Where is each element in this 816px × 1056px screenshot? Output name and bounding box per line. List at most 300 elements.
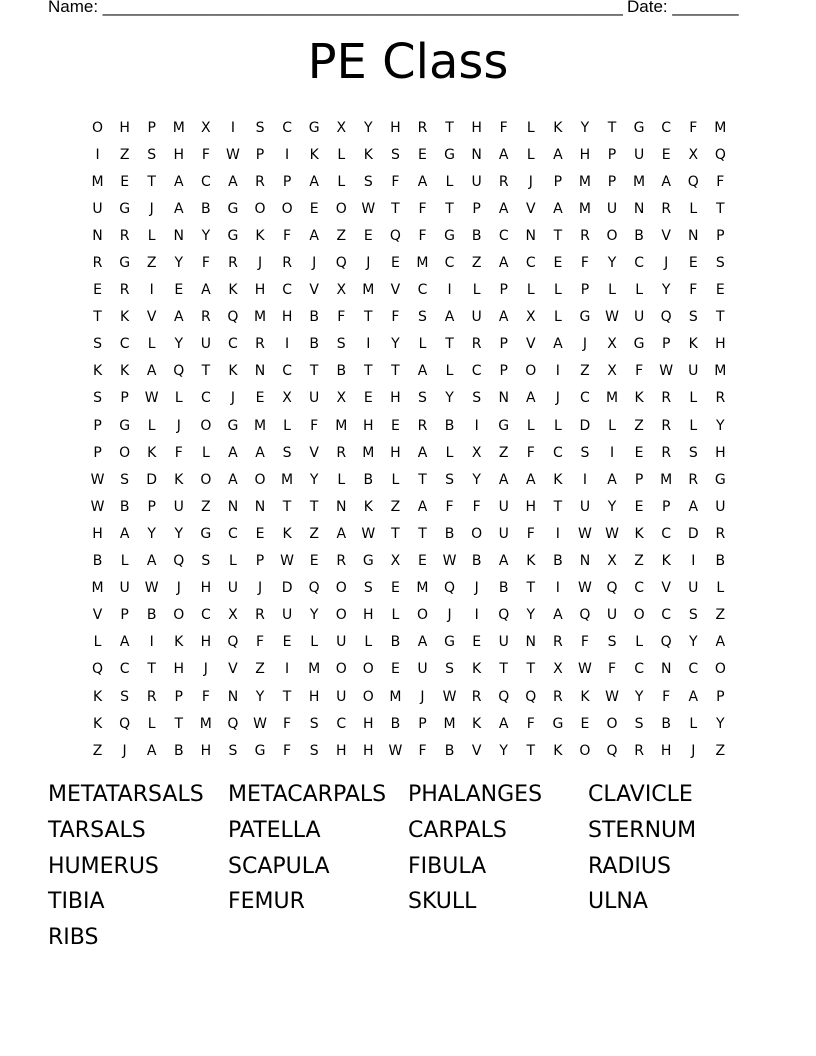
grid-letter: A	[228, 173, 238, 190]
grid-letter: T	[499, 661, 508, 678]
grid-letter: P	[553, 173, 563, 190]
grid-letter: L	[147, 227, 156, 244]
grid-letter: J	[312, 255, 317, 272]
grid-letter: E	[634, 498, 644, 515]
grid-letter: P	[147, 498, 156, 515]
grid-row	[84, 141, 734, 168]
grid-letter: U	[309, 390, 320, 407]
grid-letter: Z	[498, 444, 509, 461]
grid-letter: E	[580, 715, 590, 732]
grid-letter: T	[445, 200, 454, 217]
grid-letter: Z	[92, 742, 103, 759]
grid-letter: Y	[472, 471, 481, 488]
grid-letter: W	[226, 146, 240, 163]
grid-letter: F	[418, 742, 427, 759]
grid-letter: N	[92, 227, 103, 244]
word-list-item: ULNA	[588, 889, 648, 915]
grid-letter: K	[255, 227, 265, 244]
grid-letter: R	[336, 553, 347, 570]
grid-letter: Y	[688, 634, 698, 651]
grid-row	[84, 656, 734, 683]
grid-letter: F	[580, 634, 589, 651]
grid-letter: K	[92, 688, 103, 705]
word-list-item: FIBULA	[408, 853, 487, 879]
grid-letter: T	[364, 309, 373, 326]
date-field[interactable]: Date: _______	[627, 0, 739, 16]
grid-letter: H	[363, 742, 374, 759]
grid-letter: F	[580, 255, 589, 272]
grid-row	[84, 222, 734, 249]
grid-letter: S	[93, 336, 102, 353]
grid-letter: P	[282, 173, 292, 190]
grid-letter: L	[418, 336, 427, 353]
word-list-item: CLAVICLE	[588, 782, 693, 807]
grid-letter: R	[255, 173, 265, 190]
grid-letter: L	[553, 417, 562, 434]
grid-letter: H	[390, 390, 401, 407]
grid-letter: K	[472, 715, 482, 732]
grid-letter: Z	[715, 607, 726, 624]
grid-letter: C	[688, 661, 699, 678]
grid-row	[84, 520, 734, 547]
grid-letter: M	[172, 119, 185, 136]
grid-letter: J	[474, 580, 479, 597]
grid-letter: L	[201, 444, 210, 461]
grid-letter: U	[281, 607, 293, 624]
grid-letter: N	[173, 227, 185, 244]
grid-letter: L	[716, 580, 725, 597]
grid-letter: L	[147, 336, 156, 353]
grid-letter: Q	[227, 715, 239, 732]
grid-letter: V	[526, 336, 536, 353]
grid-letter: X	[336, 282, 347, 299]
grid-letter: H	[119, 119, 130, 136]
grid-letter: E	[174, 282, 184, 299]
word-list-item: CARPALS	[408, 817, 507, 843]
grid-letter: A	[688, 688, 699, 705]
grid-letter: B	[146, 607, 157, 624]
grid-letter: W	[144, 580, 159, 597]
grid-letter: J	[122, 742, 127, 759]
grid-letter: N	[525, 634, 537, 651]
grid-letter: Z	[715, 742, 726, 759]
word-list-item: RIBS	[48, 925, 99, 951]
grid-letter: E	[255, 525, 265, 542]
grid-letter: K	[688, 336, 698, 353]
grid-letter: E	[390, 417, 400, 434]
grid-row	[84, 710, 734, 737]
grid-letter: T	[309, 363, 319, 380]
grid-letter: O	[335, 580, 347, 597]
grid-letter: C	[661, 525, 672, 542]
grid-letter: K	[472, 661, 482, 678]
grid-letter: C	[228, 525, 238, 542]
grid-letter: R	[255, 336, 265, 353]
grid-letter: T	[147, 173, 156, 190]
grid-letter: T	[93, 309, 102, 326]
grid-letter: X	[390, 553, 401, 570]
grid-letter: L	[120, 553, 129, 570]
grid-letter: S	[147, 146, 157, 163]
grid-letter: F	[689, 119, 698, 136]
grid-letter: V	[146, 309, 157, 326]
word-list-item: SKULL	[408, 889, 477, 915]
grid-letter: W	[442, 553, 457, 570]
grid-letter: Q	[498, 688, 510, 705]
grid-letter: Q	[389, 227, 401, 244]
grid-letter: A	[444, 309, 455, 326]
grid-letter: G	[498, 417, 510, 434]
grid-letter: Q	[579, 607, 591, 624]
grid-letter: A	[498, 471, 509, 488]
grid-letter: U	[606, 200, 618, 217]
grid-letter: I	[149, 282, 154, 299]
grid-letter: G	[308, 119, 320, 136]
grid-letter: F	[283, 715, 292, 732]
grid-row	[84, 575, 734, 602]
grid-letter: D	[687, 525, 699, 542]
grid-letter: N	[254, 498, 266, 515]
grid-letter: A	[553, 336, 563, 353]
grid-letter: A	[201, 282, 211, 299]
grid-letter: E	[363, 390, 373, 407]
grid-letter: P	[580, 282, 590, 299]
grid-letter: E	[634, 444, 644, 461]
grid-letter: F	[607, 661, 617, 678]
grid-letter: F	[716, 173, 725, 190]
grid-letter: R	[255, 607, 265, 624]
grid-letter: C	[444, 255, 455, 272]
grid-letter: R	[471, 336, 482, 353]
grid-letter: H	[200, 742, 212, 759]
grid-letter: B	[309, 309, 319, 326]
grid-letter: L	[147, 417, 156, 434]
grid-letter: M	[253, 309, 267, 326]
grid-letter: A	[146, 742, 157, 759]
grid-letter: P	[716, 688, 725, 705]
grid-letter: X	[228, 607, 238, 624]
word-list-item: PATELLA	[228, 817, 321, 843]
word-list-item: SCAPULA	[228, 853, 330, 879]
grid-letter: H	[715, 336, 726, 353]
grid-letter: W	[280, 553, 294, 570]
grid-row	[84, 548, 734, 575]
grid-letter: Q	[444, 580, 456, 597]
grid-letter: H	[715, 444, 726, 461]
grid-letter: O	[281, 200, 293, 217]
grid-letter: P	[607, 173, 617, 190]
grid-letter: U	[417, 661, 428, 678]
grid-letter: N	[498, 390, 509, 407]
grid-letter: I	[555, 363, 560, 380]
grid-letter: C	[552, 444, 563, 461]
grid-letter: U	[688, 580, 699, 597]
grid-letter: G	[552, 715, 564, 732]
grid-letter: U	[606, 607, 618, 624]
grid-letter: H	[173, 146, 185, 163]
grid-letter: H	[390, 444, 401, 461]
grid-letter: F	[310, 417, 319, 434]
grid-letter: J	[555, 390, 560, 407]
grid-letter: O	[200, 417, 212, 434]
grid-letter: T	[364, 363, 373, 380]
grid-letter: U	[119, 580, 130, 597]
grid-letter: H	[525, 498, 537, 515]
grid-letter: C	[282, 282, 292, 299]
grid-letter: N	[227, 498, 239, 515]
word-list-item: HUMERUS	[48, 853, 159, 879]
grid-letter: R	[661, 417, 672, 434]
grid-letter: T	[282, 498, 292, 515]
grid-letter: X	[688, 146, 699, 163]
grid-letter: X	[553, 661, 563, 678]
grid-letter: Y	[580, 119, 590, 136]
grid-letter: M	[362, 282, 375, 299]
grid-letter: E	[715, 282, 725, 299]
grid-letter: C	[634, 661, 644, 678]
grid-letter: A	[526, 471, 536, 488]
grid-letter: M	[578, 200, 591, 217]
grid-letter: Q	[525, 688, 537, 705]
grid-letter: Y	[607, 498, 617, 515]
grid-letter: L	[174, 390, 183, 407]
grid-letter: F	[635, 363, 644, 380]
grid-letter: L	[147, 715, 156, 732]
grid-letter: O	[92, 119, 104, 136]
grid-letter: K	[120, 309, 130, 326]
grid-row	[84, 358, 734, 385]
grid-letter: S	[201, 553, 211, 570]
grid-letter: L	[608, 417, 616, 434]
grid-row	[84, 466, 734, 493]
grid-letter: A	[498, 309, 509, 326]
word-list-item: TARSALS	[48, 817, 146, 843]
grid-letter: F	[526, 444, 535, 461]
grid-letter: P	[255, 553, 265, 570]
grid-letter: K	[228, 282, 238, 299]
grid-letter: U	[336, 688, 347, 705]
grid-letter: E	[255, 390, 265, 407]
grid-letter: Z	[390, 498, 401, 515]
grid-letter: V	[309, 282, 319, 299]
grid-letter: O	[633, 607, 645, 624]
grid-letter: K	[634, 390, 644, 407]
grid-letter: K	[147, 444, 157, 461]
grid-letter: Y	[661, 282, 671, 299]
grid-letter: Y	[255, 688, 265, 705]
grid-letter: A	[498, 200, 509, 217]
grid-letter: L	[310, 634, 319, 651]
grid-letter: X	[525, 309, 536, 326]
grid-letter: W	[442, 688, 457, 705]
grid-row	[84, 629, 734, 656]
grid-letter: E	[472, 634, 482, 651]
grid-letter: T	[553, 498, 563, 515]
grid-letter: Y	[634, 688, 644, 705]
grid-letter: J	[447, 607, 452, 624]
grid-letter: A	[255, 444, 265, 461]
grid-letter: M	[605, 390, 619, 407]
grid-letter: T	[391, 525, 400, 542]
grid-letter: G	[633, 336, 645, 353]
word-list-item: FEMUR	[228, 889, 305, 915]
grid-letter: B	[634, 227, 644, 244]
grid-letter: N	[579, 553, 591, 570]
grid-letter: S	[445, 661, 454, 678]
grid-letter: O	[525, 363, 537, 380]
grid-letter: J	[176, 580, 181, 597]
grid-letter: R	[498, 173, 509, 190]
grid-letter: P	[661, 336, 671, 353]
grid-letter: T	[526, 742, 536, 759]
grid-letter: B	[363, 471, 374, 488]
grid-letter: J	[582, 336, 588, 353]
grid-letter: Z	[201, 498, 211, 515]
grid-letter: L	[337, 146, 346, 163]
grid-letter: B	[173, 742, 184, 759]
grid-letter: P	[607, 146, 617, 163]
grid-letter: L	[391, 607, 400, 624]
grid-letter: E	[418, 146, 427, 163]
grid-letter: Y	[716, 417, 725, 434]
grid-letter: T	[391, 363, 400, 380]
grid-letter: K	[580, 688, 590, 705]
grid-letter: S	[418, 390, 427, 407]
grid-letter: H	[308, 688, 320, 705]
grid-letter: G	[227, 417, 239, 434]
grid-letter: A	[119, 634, 130, 651]
grid-letter: C	[417, 282, 428, 299]
grid-letter: U	[498, 525, 509, 542]
grid-letter: B	[553, 553, 563, 570]
grid-letter: Z	[634, 553, 644, 570]
grid-letter: K	[120, 363, 130, 380]
grid-letter: E	[93, 282, 102, 299]
grid-letter: U	[688, 363, 699, 380]
grid-letter: A	[146, 553, 157, 570]
grid-letter: W	[605, 688, 619, 705]
grid-letter: J	[257, 255, 263, 272]
grid-letter: U	[579, 498, 591, 515]
grid-letter: Q	[92, 661, 104, 678]
grid-letter: G	[119, 255, 131, 272]
grid-letter: C	[580, 390, 590, 407]
grid-letter: S	[93, 390, 102, 407]
grid-letter: L	[689, 417, 698, 434]
grid-letter: E	[390, 580, 400, 597]
grid-letter: G	[119, 417, 131, 434]
grid-letter: F	[283, 227, 292, 244]
grid-letter: E	[418, 553, 427, 570]
grid-letter: L	[445, 444, 454, 461]
grid-letter: R	[553, 688, 563, 705]
grid-letter: U	[471, 173, 482, 190]
grid-letter: Q	[335, 255, 347, 272]
grid-letter: T	[445, 336, 454, 353]
grid-letter: W	[361, 200, 376, 217]
grid-letter: S	[309, 715, 319, 732]
grid-letter: Z	[471, 255, 482, 272]
grid-letter: F	[418, 200, 427, 217]
grid-letter: R	[661, 200, 672, 217]
grid-letter: L	[635, 634, 643, 651]
grid-letter: R	[688, 471, 699, 488]
grid-letter: H	[363, 417, 374, 434]
grid-letter: L	[229, 553, 237, 570]
grid-letter: G	[444, 146, 455, 163]
grid-letter: H	[92, 525, 103, 542]
grid-letter: Y	[174, 255, 184, 272]
grid-letter: K	[309, 146, 319, 163]
word-list-item: METATARSALS	[48, 782, 204, 807]
page-title: PE Class	[307, 34, 509, 90]
grid-letter: H	[363, 607, 374, 624]
grid-letter: U	[92, 200, 103, 217]
grid-letter: Z	[146, 255, 157, 272]
grid-letter: P	[255, 146, 265, 163]
grid-letter: O	[335, 661, 347, 678]
grid-letter: A	[146, 363, 157, 380]
grid-letter: S	[363, 173, 373, 190]
grid-letter: V	[228, 661, 238, 678]
grid-letter: W	[253, 715, 267, 732]
grid-letter: B	[309, 336, 319, 353]
name-field[interactable]: Name: _______________________________________________________	[48, 0, 623, 16]
grid-letter: I	[474, 417, 479, 434]
word-list-item: STERNUM	[588, 817, 697, 843]
grid-letter: L	[689, 200, 698, 217]
grid-letter: F	[526, 525, 535, 542]
grid-letter: T	[526, 580, 536, 597]
grid-letter: S	[120, 471, 130, 488]
grid-letter: F	[526, 715, 535, 732]
grid-letter: Q	[660, 309, 672, 326]
grid-letter: R	[715, 390, 726, 407]
grid-letter: L	[553, 309, 562, 326]
grid-letter: S	[120, 688, 130, 705]
grid-letter: A	[715, 634, 726, 651]
grid-letter: E	[553, 255, 563, 272]
grid-row	[84, 602, 734, 629]
grid-letter: A	[553, 200, 563, 217]
grid-letter: I	[555, 580, 560, 597]
grid-letter: R	[282, 255, 292, 272]
grid-letter: R	[200, 309, 211, 326]
grid-letter: K	[363, 498, 373, 515]
grid-letter: L	[445, 363, 454, 380]
grid-letter: I	[285, 661, 290, 678]
grid-letter: P	[716, 227, 725, 244]
grid-letter: H	[363, 715, 374, 732]
grid-letter: P	[634, 471, 644, 488]
grid-row	[84, 168, 734, 195]
grid-letter: M	[362, 444, 375, 461]
grid-letter: A	[417, 634, 428, 651]
grid-row	[84, 385, 734, 412]
grid-letter: N	[227, 688, 239, 705]
grid-letter: S	[688, 444, 698, 461]
grid-letter: B	[444, 417, 455, 434]
grid-letter: K	[553, 742, 563, 759]
grid-letter: A	[553, 146, 563, 163]
grid-letter: L	[526, 417, 535, 434]
grid-letter: I	[366, 336, 371, 353]
grid-letter: Z	[336, 227, 347, 244]
grid-letter: V	[471, 742, 482, 759]
grid-letter: S	[580, 444, 590, 461]
grid-letter: E	[688, 255, 698, 272]
grid-letter: M	[660, 471, 673, 488]
